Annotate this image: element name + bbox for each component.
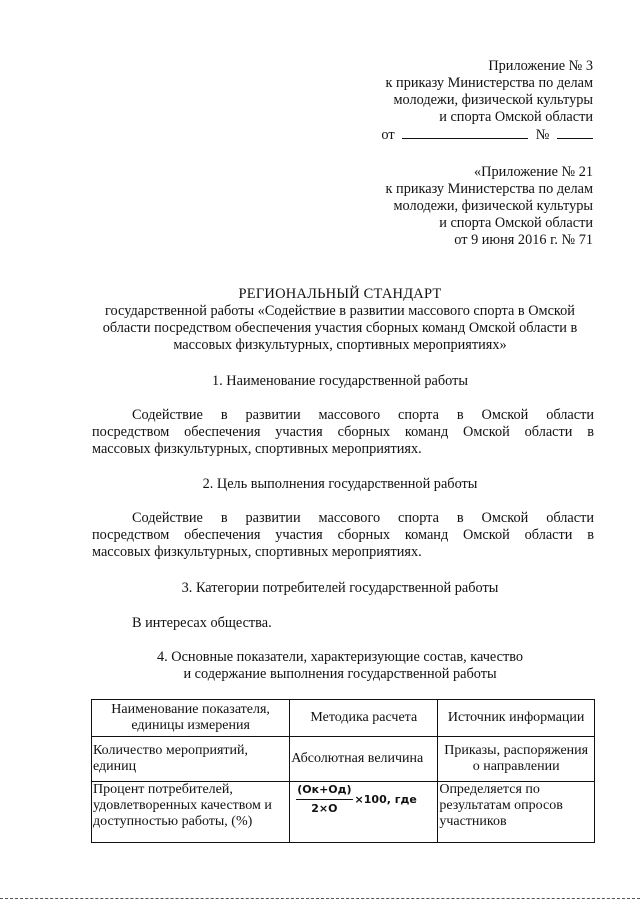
section-1-line-2: посредством обеспечения участия сборных команд Омской области в [92, 424, 594, 440]
header-information-source: Источник информации [438, 700, 595, 737]
annex-21-line4: и спорта Омской области [439, 215, 593, 231]
annex-21-header [386, 164, 593, 249]
date-blank [402, 126, 528, 139]
table-row [92, 737, 595, 782]
section-2-heading: 2. Цель выполнения государственной работы [202, 476, 478, 492]
title-sub-2: области посредством обеспечения участия сборных команд Омской области в [102, 320, 578, 336]
formula-denominator: 2×О [311, 802, 338, 815]
annex-3-line3: молодежи, физической культуры [393, 92, 593, 108]
row-1-indicator: Количество мероприятий, единиц [92, 737, 290, 782]
section-1-line-1: Содействие в развитии массового спорта в Омской области [132, 407, 594, 423]
table-header-row [92, 700, 595, 737]
section-2-text [92, 510, 594, 561]
annex-21-title: «Приложение № 21 [474, 164, 593, 180]
annex-3-header [381, 58, 593, 144]
section-4-heading-line-1: 4. Основные показатели, характеризующие состав, качество [156, 649, 524, 665]
section-3-text: В интересах общества. [132, 615, 272, 631]
number-label: № [535, 127, 550, 143]
section-4-heading-line-2: и содержание выполнения государственной работы [183, 666, 497, 682]
section-1-heading: 1. Наименование государственной работы [212, 373, 468, 389]
section-1-line-3: массовых физкультурных, спортивных мероприятиях. [92, 441, 422, 457]
formula-fraction [296, 782, 352, 817]
indicators-table [91, 699, 595, 843]
annex-21-line2: к приказу Министерства по делам [385, 181, 593, 197]
row-1-source: Приказы, распоряжения о направлении [438, 737, 595, 782]
row-2-method [290, 782, 438, 843]
section-2-line-2: посредством обеспечения участия сборных команд Омской области в [92, 527, 594, 543]
annex-21-date: от 9 июня 2016 г. № 71 [454, 232, 593, 248]
section-1-text [92, 407, 594, 458]
section-3-heading: 3. Категории потребителей государственной работы [181, 580, 499, 596]
row-2-indicator: Процент потребителей, удовлетворенных качеством и доступностью работы, (%) [92, 782, 290, 843]
row-2-source: Определяется по результатам опросов участников [438, 782, 595, 843]
table-row [92, 782, 595, 843]
title-main: РЕГИОНАЛЬНЫЙ СТАНДАРТ [238, 286, 442, 302]
annex-3-line2: к приказу Министерства по делам [385, 75, 593, 91]
document-title [85, 286, 595, 354]
page-bottom-rule [0, 898, 640, 899]
row-1-method: Абсолютная величина [290, 737, 438, 782]
annex-21-line3: молодежи, физической культуры [393, 198, 593, 214]
section-2-line-1: Содействие в развитии массового спорта в Омской области [132, 510, 594, 526]
annex-3-title: Приложение № 3 [488, 58, 593, 74]
from-label: от [381, 127, 395, 143]
section-4-heading [85, 649, 595, 683]
number-blank [557, 126, 593, 139]
annex-3-date-line [381, 126, 593, 144]
title-sub-3: массовых физкультурных, спортивных мероприятиях» [173, 337, 507, 353]
section-2-line-3: массовых физкультурных, спортивных мероприятиях. [92, 544, 422, 560]
annex-3-line4: и спорта Омской области [439, 109, 593, 125]
title-sub-1: государственной работы «Содействие в развитии массового спорта в Омской [105, 303, 575, 319]
header-calculation-method: Методика расчета [290, 700, 438, 737]
formula-multiplier: ×100, где [354, 792, 417, 806]
satisfaction-formula [291, 782, 436, 817]
header-indicator-name: Наименование показателя, единицы измерения [92, 700, 290, 737]
formula-numerator: (Ок+Од) [296, 782, 352, 800]
